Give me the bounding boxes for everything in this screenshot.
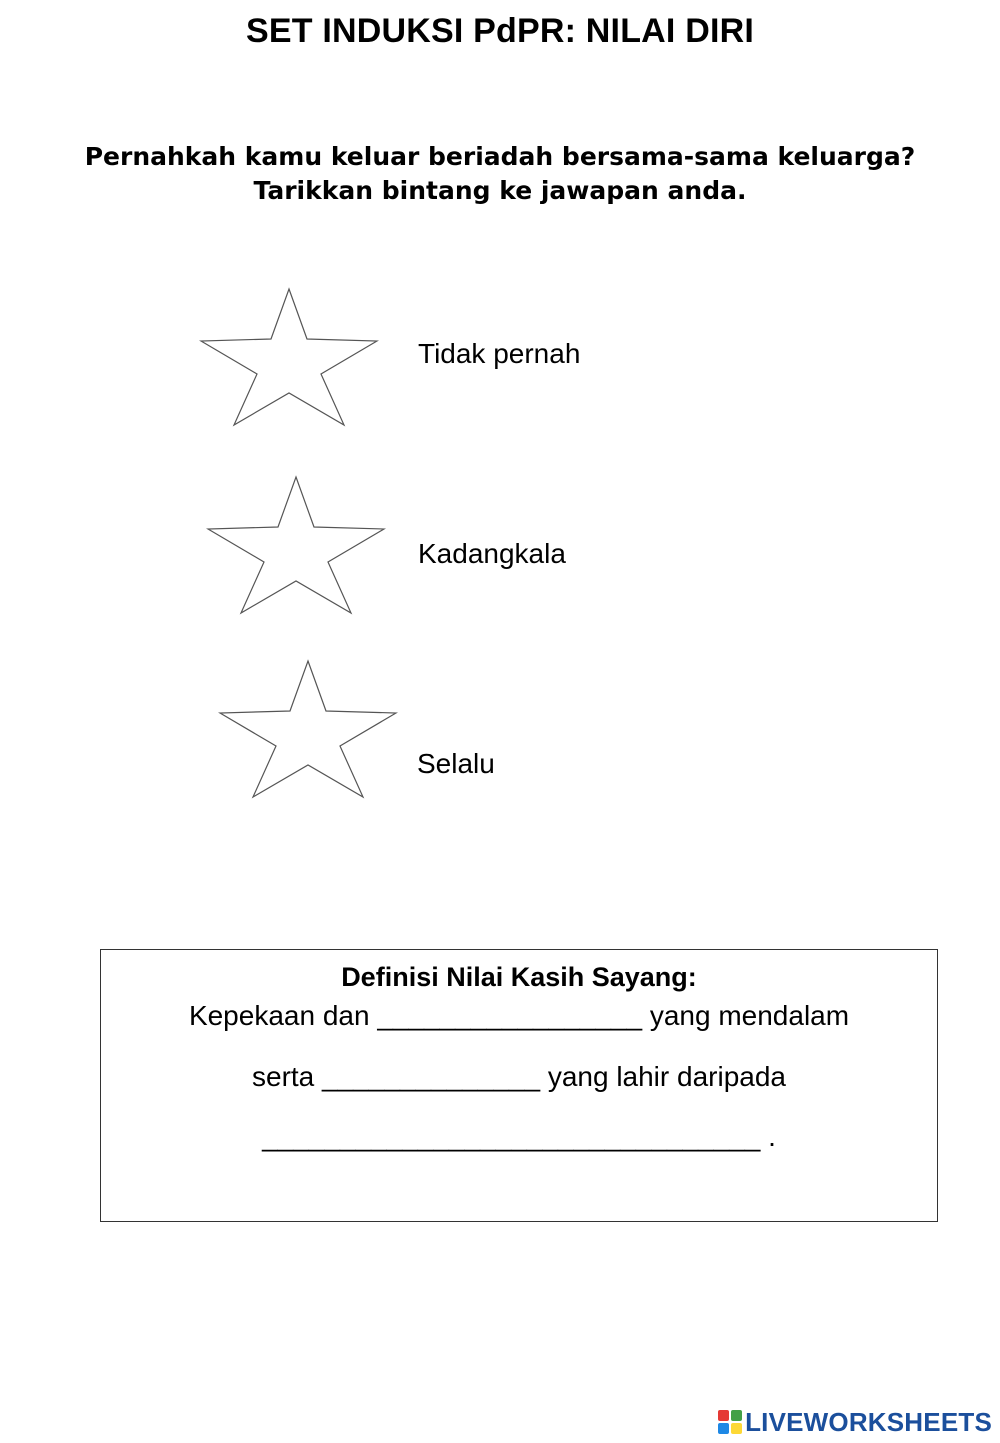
star-icon[interactable] (199, 287, 379, 427)
logo-blocks-icon (718, 1410, 742, 1434)
page-title: SET INDUKSI PdPR: NILAI DIRI (245, 12, 755, 50)
option-kadangkala[interactable]: Kadangkala (418, 538, 566, 569)
option-tidak-pernah[interactable]: Tidak pernah (418, 338, 581, 369)
question-text: Pernahkah kamu keluar beriadah bersama-sama keluarga? (84, 142, 916, 171)
definition-box (100, 949, 938, 1222)
star-icon[interactable] (206, 475, 386, 615)
option-selalu[interactable]: Selalu (417, 748, 495, 779)
liveworksheets-logo (718, 1407, 992, 1437)
definition-line-3[interactable]: ________________________________ . (262, 1121, 776, 1152)
question (0, 140, 1000, 208)
definition-title: Definisi Nilai Kasih Sayang: (341, 962, 697, 992)
instruction-text: Tarikkan bintang ke jawapan anda. (253, 176, 747, 205)
definition-line-2[interactable]: serta ______________ yang lahir daripada (252, 1061, 786, 1092)
star-icon[interactable] (218, 659, 398, 799)
definition-line-1[interactable]: Kepekaan dan _________________ yang mendalam (188, 1000, 850, 1031)
logo-text: LIVEWORKSHEETS (745, 1406, 992, 1437)
